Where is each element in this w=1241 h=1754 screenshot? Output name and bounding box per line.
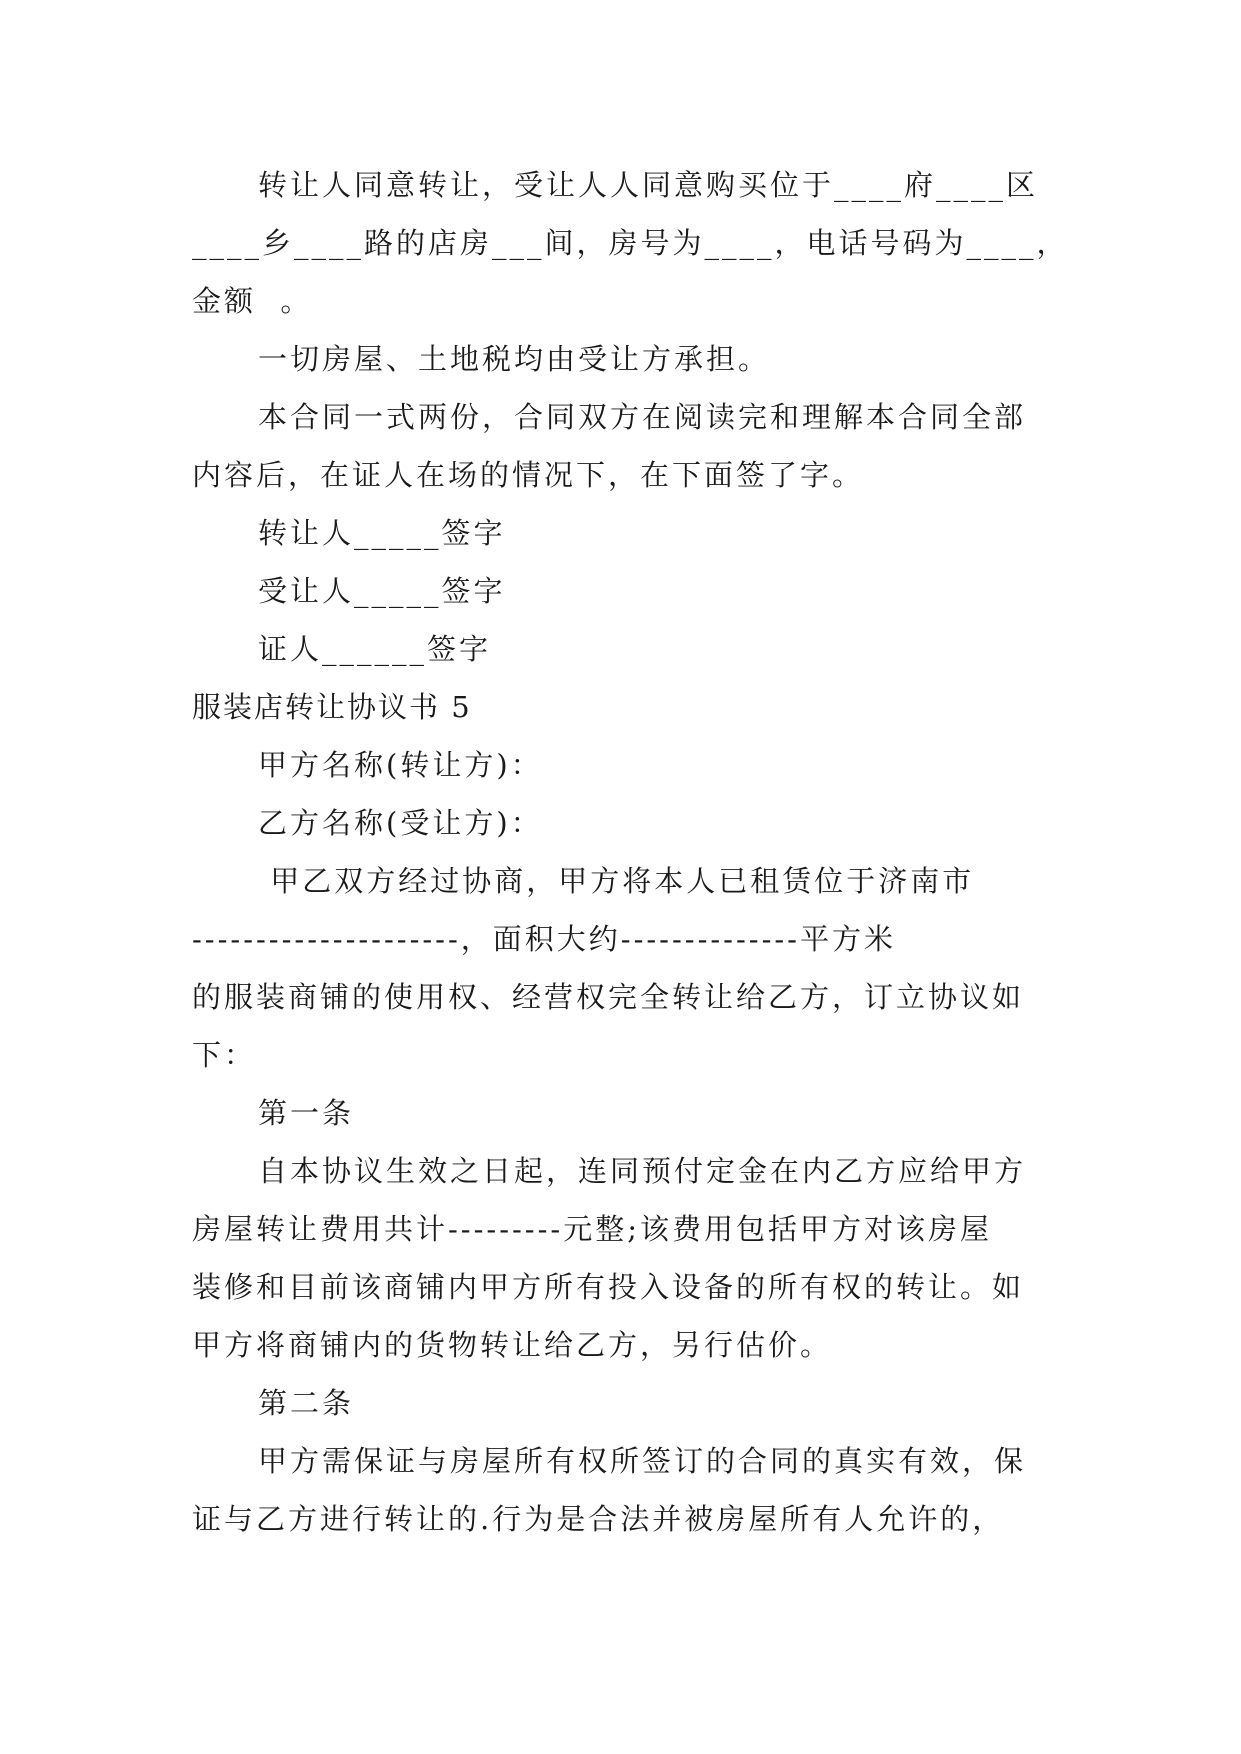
paragraph-line: 装修和目前该商铺内甲方所有投入设备的所有权的转让。如 bbox=[192, 1270, 1025, 1304]
signature-line-witness: 证人______签字 bbox=[258, 632, 492, 666]
paragraph-line: 甲方需保证与房屋所有权所签订的合同的真实有效，保 bbox=[258, 1444, 1027, 1478]
article-heading: 第一条 bbox=[258, 1096, 355, 1130]
section-title: 服装店转让协议书 5 bbox=[192, 690, 472, 724]
paragraph-line: 房屋转让费用共计---------元整;该费用包括甲方对该房屋 bbox=[192, 1212, 992, 1246]
paragraph-line: 内容后，在证人在场的情况下，在下面签了字。 bbox=[192, 458, 865, 492]
party-a-name: 甲方名称(转让方)： bbox=[258, 748, 543, 782]
paragraph-line: 证与乙方进行转让的.行为是合法并被房屋所有人允许的， bbox=[192, 1502, 1005, 1536]
paragraph-line: 的服装商铺的使用权、经营权完全转让给乙方，订立协议如 bbox=[192, 980, 1025, 1014]
paragraph-line: 甲乙双方经过协商，甲方将本人已租赁位于济南市 bbox=[258, 864, 975, 898]
paragraph-line: 甲方将商铺内的货物转让给乙方，另行估价。 bbox=[192, 1328, 833, 1362]
signature-line-transferee: 受让人_____签字 bbox=[258, 574, 506, 608]
paragraph-line: 下： bbox=[192, 1038, 257, 1072]
article-heading: 第二条 bbox=[258, 1386, 355, 1420]
paragraph-line: ---------------------，面积大约--------------平方米 bbox=[192, 922, 896, 956]
paragraph-line: 转让人同意转让，受让人人同意购买位于____府____区 bbox=[258, 168, 1039, 202]
paragraph-line: 一切房屋、土地税均由受让方承担。 bbox=[258, 342, 771, 376]
party-b-name: 乙方名称(受让方)： bbox=[258, 806, 543, 840]
paragraph-line: ____乡____路的店房___间，房号为____，电话号码为____， bbox=[192, 226, 1069, 260]
paragraph-line: 自本协议生效之日起，连同预付定金在内乙方应给甲方 bbox=[258, 1154, 1027, 1188]
signature-line-transferor: 转让人_____签字 bbox=[258, 516, 506, 550]
paragraph-line: 本合同一式两份，合同双方在阅读完和理解本合同全部 bbox=[258, 400, 1027, 434]
paragraph-line: 金额 。 bbox=[192, 284, 313, 318]
document-body bbox=[192, 156, 1069, 1548]
